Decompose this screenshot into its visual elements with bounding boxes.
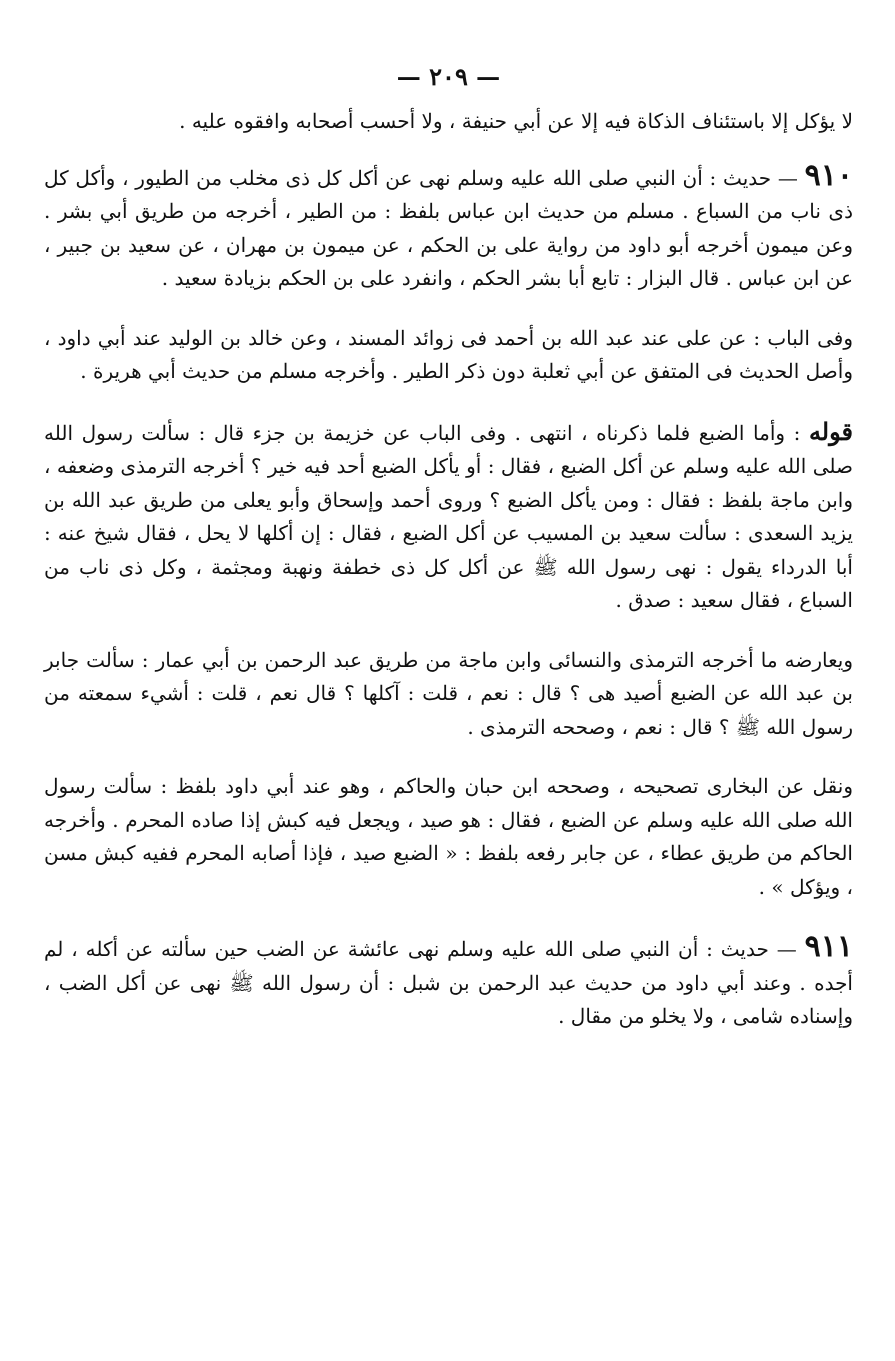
paragraph-text: — حديث : أن النبي صلى الله عليه وسلم نهى عائشة عن الضب حين سألته عن أكله ، لم أجده . وعند أبي داود من حديث عبد الرحمن بن شبل : أن رسول الله ﷺ نهى عن أكل الضب ، وإسناده شامى ، ولا يخلو من مقال . <box>44 937 853 1028</box>
paragraph-text: : وأما الضبع فلما ذكرناه ، انتهى . وفى الباب عن خزيمة بن جزء قال : سألت رسول الله صلى الله عليه وسلم عن أكل الضبع ، فقال : أو يأكل الضبع أحد فيه خير ؟ أخرجه الترمذى وضعفه ، وابن ماجة بلفظ : فقال : ومن يأكل الضبع ؟ وروى أحمد وإسحاق وأبو يعلى من طريق عبد الله بن يزيد السعدى : سألت سعيد بن المسيب عن أكل الضبع ، فقال : إن أكلها لا يحل ، فقال شيخ عنه : أبا الدرداء يقول : نهى رسول الله ﷺ عن أكل كل ذى خطفة ونهبة ومجثمة ، وكل ذى ناب من السباع ، فقال سعيد : صدق . <box>44 420 853 612</box>
paragraph-continuation <box>44 105 853 139</box>
paragraph-text: ويعارضه ما أخرجه الترمذى والنسائى وابن ماجة من طريق عبد الرحمن بن أبي عمار : سألت جابر بن عبد الله عن الضبع أصيد هى ؟ قال : نعم ، قلت : آكلها ؟ قال نعم ، قلت : أشيء سمعته من رسول الله ﷺ ؟ قال : نعم ، وصححه الترمذى . <box>44 647 853 739</box>
paragraph-text: — حديث : أن النبي صلى الله عليه وسلم نهى عن أكل كل ذى مخلب من الطيور ، وأكل كل ذى ناب من السباع . مسلم من حديث ابن عباس بلفظ : من الطير ، أخرجه من طريق أبي بشر . وعن ميمون أخرجه أبو داود من رواية على بن الحكم ، عن ميمون بن مهران ، عن سعيد بن جبير ، عن ابن عباس . قال البزار : تابع أبا بشر الحكم ، وانفرد على بن الحكم بزيادة سعيد . <box>44 165 854 290</box>
paragraph-text: ونقل عن البخارى تصحيحه ، وصححه ابن حبان والحاكم ، وهو عند أبي داود بلفظ : سألت رسول الله صلى الله عليه وسلم عن الضبع ، فقال : هو صيد ، ويجعل فيه كبش إذا صاده المحرم . وأخرجه الحاكم من طريق عطاء ، عن جابر رفعه بلفظ : « الضبع صيد ، فإذا أصابه المحرم ففيه كبش مسن ، ويؤكل » . <box>44 774 853 899</box>
hadith-911 <box>44 930 853 1034</box>
paragraph-yuaariduhu <box>44 644 853 745</box>
hadith-910 <box>44 159 853 296</box>
hadith-number: ٩١٠ <box>804 157 853 193</box>
paragraph-fi-al-bab <box>44 322 853 389</box>
hadith-number: ٩١١ <box>804 929 853 964</box>
paragraph-qawluhu <box>44 415 853 618</box>
lead-word: قوله <box>808 416 853 446</box>
paragraph-text: وفى الباب : عن على عند عبد الله بن أحمد فى زوائد المسند ، وعن خالد بن الوليد عند أبي داود ، وأصل الحديث فى المتفق عن أبي ثعلبة دون ذكر الطير . وأخرجه مسلم من حديث أبي هريرة . <box>44 325 853 383</box>
paragraph-naqala <box>44 770 853 904</box>
page-number: — ٢٠٩ — <box>396 62 501 91</box>
paragraph-text: لا يؤكل إلا باستئناف الذكاة فيه إلا عن أبي حنيفة ، ولا أحسب أصحابه وافقوه عليه . <box>179 109 853 133</box>
